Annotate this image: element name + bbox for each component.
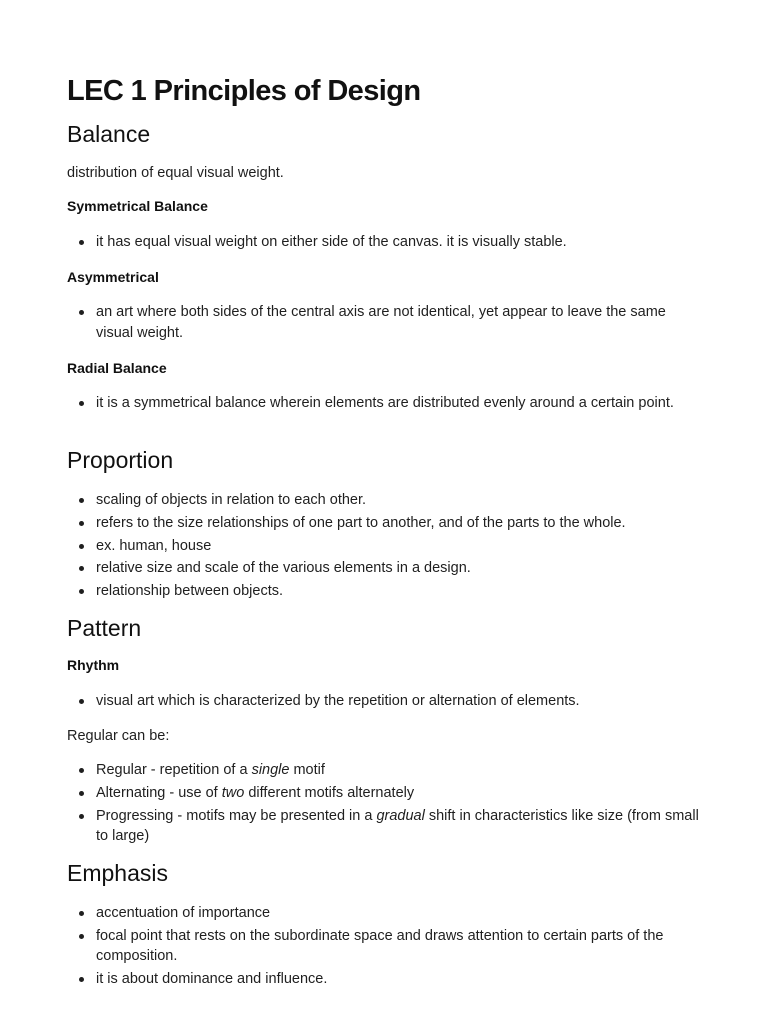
subheading-symmetrical-balance: Symmetrical Balance xyxy=(67,198,208,214)
page-title: LEC 1 Principles of Design xyxy=(67,75,421,107)
rhythm-list xyxy=(67,691,706,714)
asymmetrical-list xyxy=(67,302,706,345)
subheading-asymmetrical: Asymmetrical xyxy=(67,269,159,285)
section-heading-balance: Balance xyxy=(67,121,151,147)
list-item: it has equal visual weight on either side of the canvas. it is visually stable. xyxy=(67,232,706,253)
list-item: focal point that rests on the subordinate space and draws attention to certain parts of the composition. xyxy=(67,926,706,967)
list-item: relative size and scale of the various elements in a design. xyxy=(67,558,706,579)
list-item: Progressing - motifs may be presented in a gradual shift in characteristics like size (from small to large) xyxy=(67,806,706,847)
list-item: an art where both sides of the central axis are not identical, yet appear to leave the same visual weight. xyxy=(67,302,706,343)
radial-list xyxy=(67,393,706,416)
regular-list xyxy=(67,760,706,849)
list-item: scaling of objects in relation to each other. xyxy=(67,490,706,511)
proportion-list xyxy=(67,490,706,604)
list-item: it is a symmetrical balance wherein elements are distributed evenly around a certain point. xyxy=(67,393,706,414)
symmetrical-list xyxy=(67,232,706,255)
list-item: it is about dominance and influence. xyxy=(67,969,706,990)
list-item: refers to the size relationships of one part to another, and of the parts to the whole. xyxy=(67,513,706,534)
list-item: visual art which is characterized by the repetition or alternation of elements. xyxy=(67,691,706,712)
regular-intro: Regular can be: xyxy=(67,728,170,744)
list-item: ex. human, house xyxy=(67,536,706,557)
emphasis-list xyxy=(67,903,706,992)
section-heading-proportion: Proportion xyxy=(67,447,174,473)
list-item: relationship between objects. xyxy=(67,581,706,602)
list-item: Regular - repetition of a single motif xyxy=(67,760,706,781)
balance-intro: distribution of equal visual weight. xyxy=(67,165,284,181)
subheading-radial-balance: Radial Balance xyxy=(67,360,167,376)
subheading-rhythm: Rhythm xyxy=(67,657,120,673)
section-heading-emphasis: Emphasis xyxy=(67,860,168,886)
list-item: Alternating - use of two different motifs alternately xyxy=(67,783,706,804)
section-heading-pattern: Pattern xyxy=(67,615,142,641)
list-item: accentuation of importance xyxy=(67,903,706,924)
